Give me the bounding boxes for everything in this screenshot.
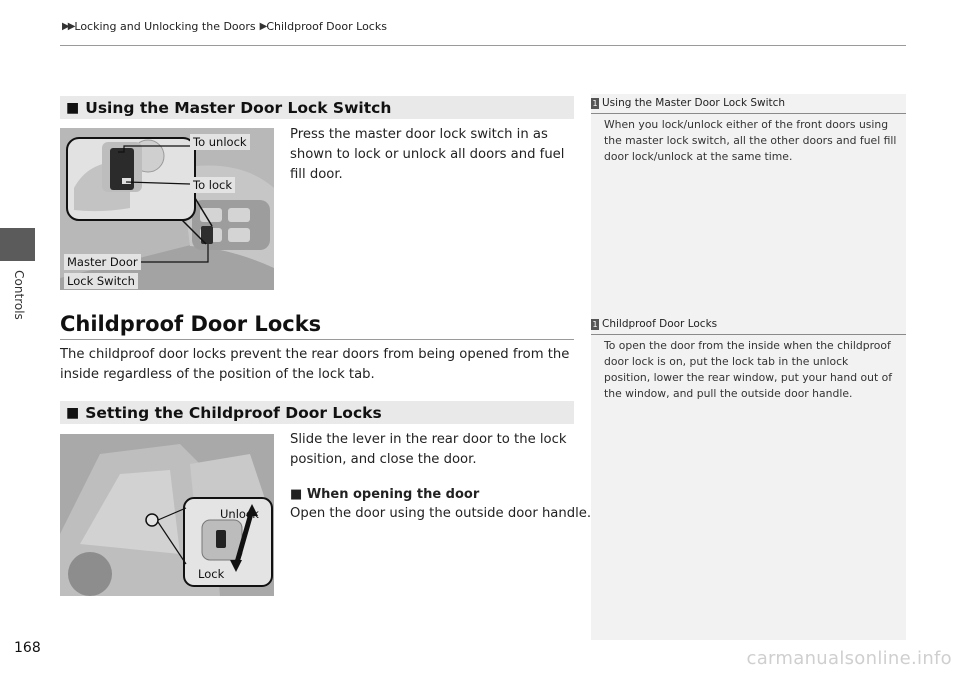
breadcrumb-arrow-icon: ▶▶ [62,21,74,32]
childproof-instructions: Slide the lever in the rear door to the lock position, and close the door. [290,432,567,467]
note-marker-icon: 1 [592,98,598,108]
section-title-text: Using the Master Door Lock Switch [85,98,392,117]
note-title-master-switch [591,97,785,109]
note-divider [591,334,906,335]
chapter-label [2,255,36,335]
footer-watermark: carmanualsonline.info [746,648,952,669]
sub-heading-text: When opening the door [306,487,480,502]
callout-lock: Lock [198,567,225,581]
breadcrumb-item-childproof[interactable]: Childproof Door Locks [266,20,387,33]
master-switch-figure [60,128,274,290]
chapter-label-text: Controls [12,270,26,320]
section-title-text: Setting the Childproof Door Locks [85,403,382,422]
note-title-childproof [591,318,717,330]
childproof-figure [60,434,274,596]
page-number: 168 [14,640,41,656]
breadcrumb [62,20,387,33]
section-square-icon: ■ [66,404,80,421]
heading-divider [60,339,574,340]
section-title-master-switch [60,96,574,119]
note-divider [591,113,906,114]
sub-heading-opening-door [290,485,580,505]
note-title-text: Using the Master Door Lock Switch [602,97,786,109]
note-marker-icon: 1 [592,319,598,329]
callout-master-switch-line2: Lock Switch [64,273,138,289]
section-title-setting-childproof [60,401,574,424]
note-title-text: Childproof Door Locks [602,318,718,330]
note-text-master-switch: When you lock/unlock either of the front doors using the master lock switch, all the other doors and fuel fill door lock/unlock at the same time. [604,118,897,163]
callout-to-unlock: To unlock [190,134,250,150]
header-divider [60,45,906,46]
sub-heading-square-icon: ■ [290,487,307,502]
opening-door-instructions: Open the door using the outside door handle. [290,506,592,521]
callout-to-lock: To lock [190,177,235,193]
childproof-intro: The childproof door locks prevent the rear doors from being opened from the inside regardless of the position of the lock tab. [60,347,570,382]
master-switch-instructions: Press the master door lock switch in as shown to lock or unlock all doors and fuel fill door. [290,127,565,182]
note-text-childproof: To open the door from the inside when the childproof door lock is on, put the lock tab in the unlock position, lower the rear window, put your hand out of the window, and pull the outside door handle. [604,339,893,400]
callout-unlock: Unlock [220,507,259,521]
breadcrumb-arrow-icon: ▶ [259,21,266,32]
page-heading: Childproof Door Locks [60,312,322,336]
breadcrumb-item-locking[interactable]: Locking and Unlocking the Doors [74,20,256,33]
section-square-icon: ■ [66,99,80,116]
callout-master-switch-line1: Master Door [64,254,141,270]
